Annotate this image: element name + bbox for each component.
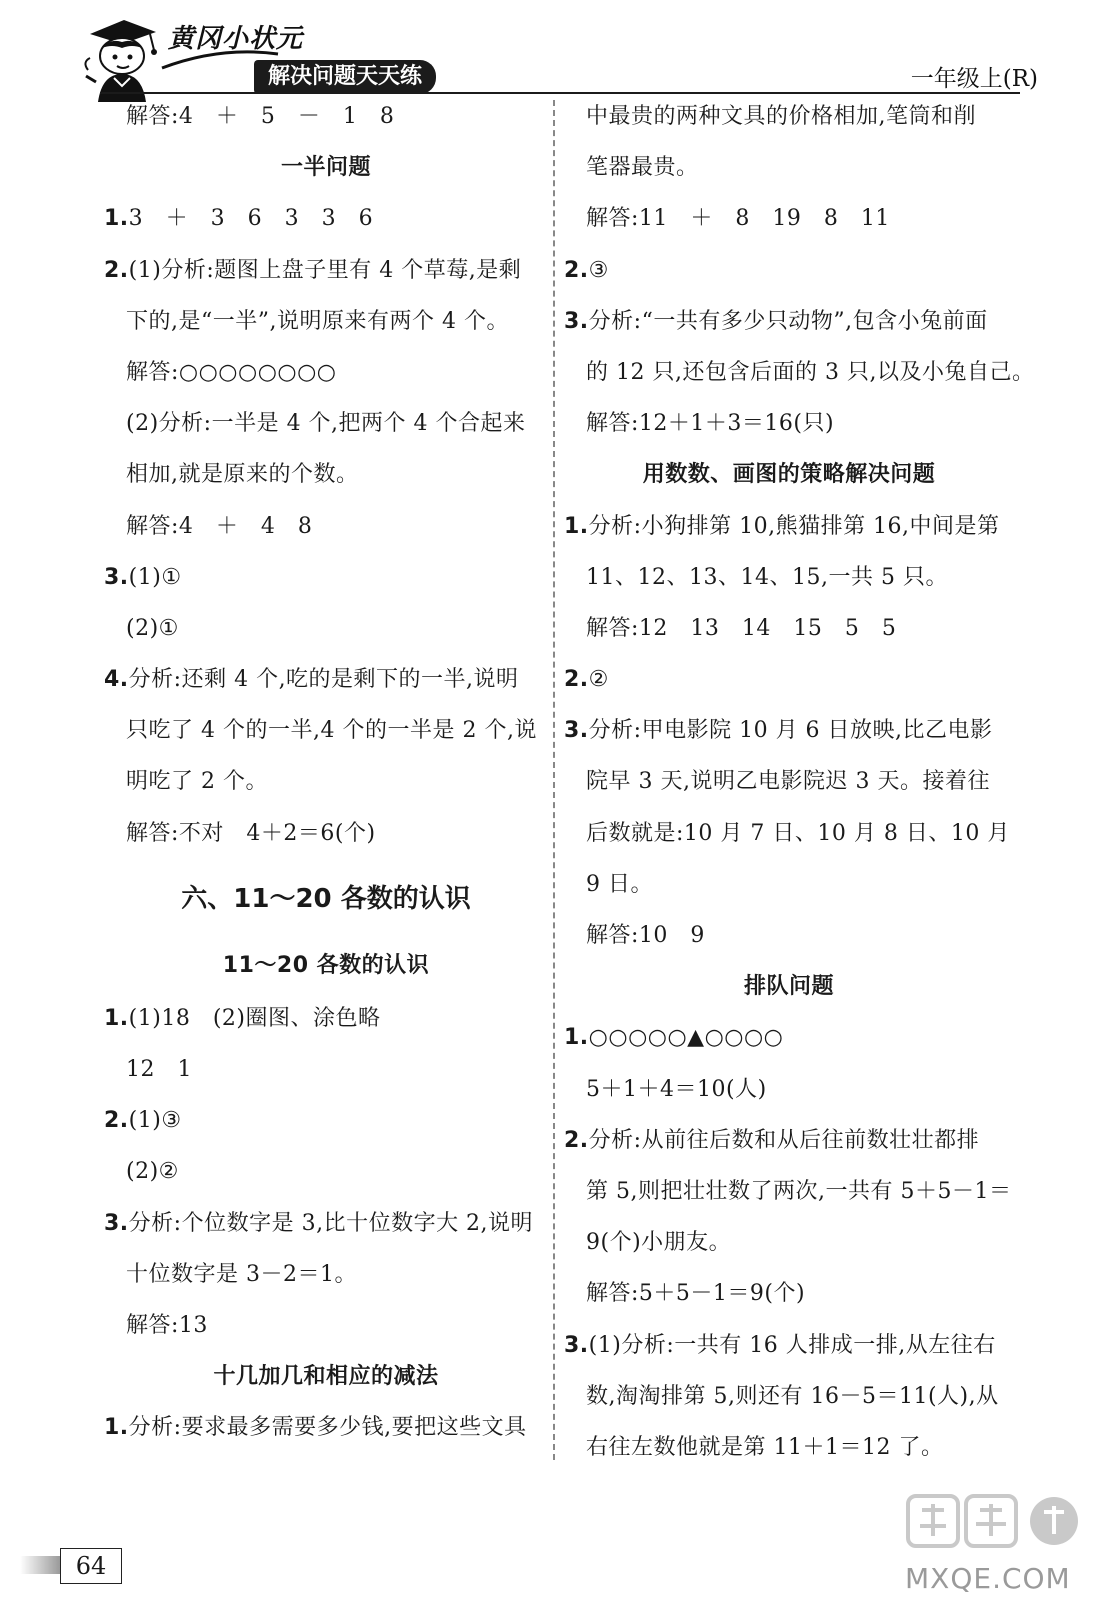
answer-line: 9(个)小朋友。 xyxy=(586,1230,732,1256)
answer-item xyxy=(564,654,1014,705)
item-number: 2. xyxy=(564,257,589,283)
answer-line: 下的,是“一半”,说明原来有两个 4 个。 xyxy=(126,308,509,334)
answer-item xyxy=(104,245,548,296)
answer-item xyxy=(564,705,1014,756)
answer-item xyxy=(104,193,548,244)
item-number: 2. xyxy=(104,257,129,283)
answer-line: 解答:10 9 xyxy=(586,923,705,948)
answer-line: 解答:5＋5－1＝9(个) xyxy=(586,1281,806,1307)
item-text: 分析:要求最多需要多少钱,要把这些文具 xyxy=(128,1415,527,1441)
answer-line: 的 12 只,还包含后面的 3 只,以及小兔自己。 xyxy=(586,359,1035,385)
answer-line: 数,淘淘排第 5,则还有 16－5＝11(人),从 xyxy=(586,1383,999,1409)
item-number: 2. xyxy=(104,1108,129,1134)
answer-line: 解答:4 ＋ 4 8 xyxy=(126,513,313,539)
answer-item xyxy=(564,245,1014,296)
watermark-text: MXQE.COM xyxy=(905,1562,1071,1595)
item-text: 分析:从前往后数和从后往前数壮壮都排 xyxy=(588,1127,980,1153)
item-number: 1. xyxy=(104,1005,129,1031)
answer-item xyxy=(104,1198,548,1249)
item-number: 2. xyxy=(564,1127,589,1153)
item-number: 3. xyxy=(104,1210,129,1236)
item-text: (1)分析:一共有 16 人排成一排,从左往右 xyxy=(588,1332,996,1358)
answer-item xyxy=(104,1402,548,1453)
item-number: 3. xyxy=(564,308,589,334)
answer-item xyxy=(564,1320,1014,1371)
chapter-heading: 六、11～20 各数的认识 xyxy=(181,883,471,914)
item-text: 分析:“一共有多少只动物”,包含小兔前面 xyxy=(588,308,988,334)
answer-line: 右往左数他就是第 11＋1＝12 了。 xyxy=(586,1434,944,1460)
answer-line: 11、12、13、14、15,一共 5 只。 xyxy=(586,564,948,590)
item-text: 3 ＋ 3 6 3 3 6 xyxy=(128,206,374,232)
item-number: 4. xyxy=(104,667,129,693)
item-text: (1)18 (2)圈图、涂色略 xyxy=(128,1005,381,1031)
item-text: (1)① xyxy=(128,564,182,590)
answer-line: (2)② xyxy=(126,1159,179,1185)
column-divider xyxy=(553,100,555,1460)
item-text: 分析:甲电影院 10 月 6 日放映,比乙电影 xyxy=(588,718,993,744)
section-heading: 11～20 各数的认识 xyxy=(222,952,430,978)
answer-item xyxy=(104,993,548,1044)
item-number: 3. xyxy=(564,1332,589,1358)
answer-item xyxy=(564,296,1014,347)
answer-line: 9 日。 xyxy=(586,871,653,897)
answer-line: (2)分析:一半是 4 个,把两个 4 个合起来 xyxy=(126,411,526,437)
left-column xyxy=(104,91,548,1454)
answer-line: 明吃了 2 个。 xyxy=(126,769,268,795)
answer-item xyxy=(104,654,548,705)
answer-line: 解答:12＋1＋3＝16(只) xyxy=(586,411,835,437)
item-text: 分析:个位数字是 3,比十位数字大 2,说明 xyxy=(128,1210,534,1236)
section-heading: 排队问题 xyxy=(743,974,834,1000)
answer-item xyxy=(564,1012,1014,1063)
item-number: 3. xyxy=(104,564,129,590)
item-number: 1. xyxy=(564,513,589,539)
item-number: 2. xyxy=(564,667,589,693)
answer-line: 解答:4 ＋ 5 － 1 8 xyxy=(126,104,395,129)
item-number: 3. xyxy=(564,718,589,744)
answer-line: 院早 3 天,说明乙电影院迟 3 天。接着往 xyxy=(586,769,990,795)
answer-line: 十位数字是 3－2＝1。 xyxy=(126,1261,357,1287)
series-title: 解决问题天天练 xyxy=(254,60,436,94)
grade-label: 一年级上(R) xyxy=(910,66,1038,92)
answer-line: 笔器最贵。 xyxy=(586,155,699,181)
answer-line: 解答:13 xyxy=(126,1312,208,1338)
answer-line: 第 5,则把壮壮数了两次,一共有 5＋5－1＝ xyxy=(586,1178,1012,1204)
page-number-decoration xyxy=(20,1556,60,1574)
answer-line: 解答:11 ＋ 8 19 8 11 xyxy=(586,206,890,232)
brand-name: 黄冈小状元 xyxy=(168,24,304,54)
section-heading: 一半问题 xyxy=(280,155,371,181)
answer-line: 中最贵的两种文具的价格相加,笔筒和削 xyxy=(586,104,976,129)
answer-line: 解答:12 13 14 15 5 5 xyxy=(586,615,897,641)
item-text: (1)③ xyxy=(128,1108,182,1134)
item-number: 1. xyxy=(564,1025,589,1051)
answer-line: 解答:不对 4＋2＝6(个) xyxy=(126,820,376,846)
answer-line: 相加,就是原来的个数。 xyxy=(126,462,359,488)
answer-item xyxy=(564,1115,1014,1166)
item-text: 分析:还剩 4 个,吃的是剩下的一半,说明 xyxy=(128,667,519,693)
answer-line: 后数就是:10 月 7 日、10 月 8 日、10 月 xyxy=(586,820,1010,846)
item-text: (1)分析:题图上盘子里有 4 个草莓,是剩 xyxy=(128,257,522,283)
section-heading: 用数数、画图的策略解决问题 xyxy=(642,462,936,488)
answer-line: (2)① xyxy=(126,615,179,641)
answer-line: 只吃了 4 个的一半,4 个的一半是 2 个,说 xyxy=(126,718,537,744)
answer-item xyxy=(104,1095,548,1146)
item-text: ③ xyxy=(588,257,609,283)
answer-line: 12 1 xyxy=(126,1057,192,1082)
item-number: 1. xyxy=(104,1415,129,1441)
item-text: 分析:小狗排第 10,熊猫排第 16,中间是第 xyxy=(588,513,1000,539)
answer-item xyxy=(104,552,548,603)
right-column xyxy=(564,91,1035,1473)
answer-line: 解答:○○○○○○○○ xyxy=(126,359,337,385)
item-text: ○○○○○▲○○○○ xyxy=(588,1025,784,1051)
item-text: ② xyxy=(588,667,609,693)
item-number: 1. xyxy=(104,206,129,232)
section-heading: 十几加几和相应的减法 xyxy=(213,1364,439,1390)
answer-item xyxy=(564,501,1014,552)
answer-line: 5＋1＋4＝10(人) xyxy=(586,1076,767,1102)
page-number: 64 xyxy=(60,1548,122,1584)
